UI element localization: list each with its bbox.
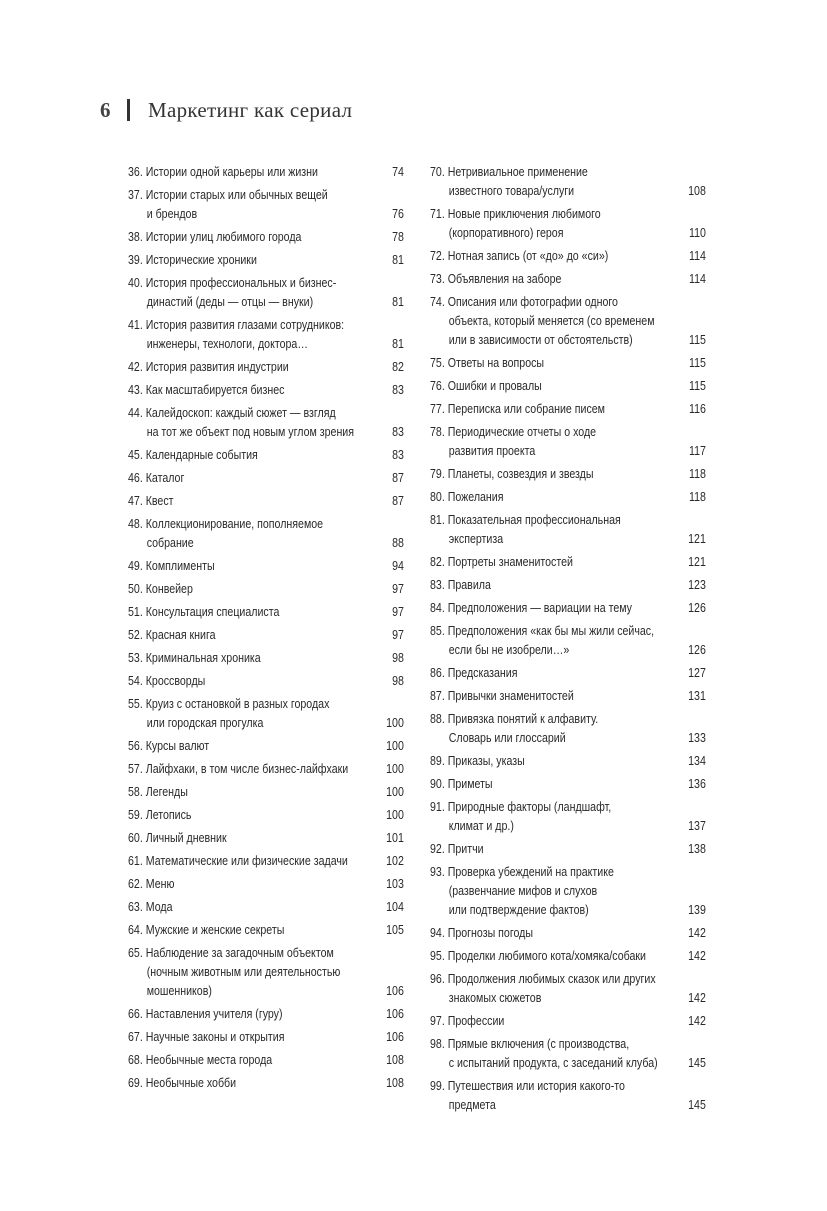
toc-entry-title-continued: или подтверждение фактов) (448, 903, 589, 917)
toc-entry-page: 121 (688, 532, 706, 546)
toc-entry-title: 65. Наблюдение за загадочным объектом (128, 946, 334, 960)
toc-entry-title: 38. Истории улиц любимого города (128, 230, 302, 244)
toc-entry-page: 97 (392, 582, 404, 596)
toc-entry-title: 45. Календарные события (128, 448, 258, 462)
toc-entry-page: 94 (392, 559, 404, 573)
toc-entry (430, 511, 706, 549)
toc-entry-title: 81. Показательная профессиональная (430, 513, 621, 527)
toc-entry-title: 53. Криминальная хроника (128, 651, 261, 665)
toc-entry (430, 247, 706, 266)
toc-entry-title-continued: на тот же объект под новым углом зрения (146, 425, 355, 439)
toc-entry-title: 73. Объявления на заборе (430, 272, 562, 286)
toc-entry-title: 70. Нетривиальное применение (430, 165, 588, 179)
toc-entry-title: 48. Коллекционирование, пополняемое (128, 517, 324, 531)
toc-entry-page: 83 (392, 448, 404, 462)
toc-entry-title: 82. Портреты знаменитостей (430, 555, 573, 569)
toc-entry-title: 39. Исторические хроники (128, 253, 257, 267)
toc-entry-page: 100 (386, 739, 404, 753)
toc-entry-page: 88 (392, 536, 404, 550)
toc-entry (128, 274, 404, 312)
toc-entry-title: 97. Профессии (430, 1014, 505, 1028)
toc-entry-title-continued: развития проекта (448, 444, 536, 458)
toc-entry-title: 71. Новые приключения любимого (430, 207, 601, 221)
toc-entry-title: 56. Курсы валют (128, 739, 210, 753)
toc-entry (430, 1035, 706, 1073)
toc-entry-page: 105 (386, 923, 404, 937)
toc-entry-title: 43. Как масштабируется бизнес (128, 383, 285, 397)
toc-column-right (430, 163, 706, 1119)
toc-entry (128, 186, 404, 224)
toc-entry (128, 316, 404, 354)
toc-entry (128, 515, 404, 553)
toc-entry-title-continued: знакомых сюжетов (448, 991, 542, 1005)
header-divider (127, 99, 130, 121)
toc-entry-title: 77. Переписка или собрание писем (430, 402, 605, 416)
toc-entry-page: 101 (386, 831, 404, 845)
toc-entry-title: 98. Прямые включения (с производства, (430, 1037, 630, 1051)
toc-entry-page: 83 (392, 425, 404, 439)
toc-entry (430, 205, 706, 243)
toc-entry (128, 557, 404, 576)
toc-entry-title: 93. Проверка убеждений на практике (430, 865, 614, 879)
toc-entry-title: 54. Кроссворды (128, 674, 206, 688)
toc-entry-page: 142 (688, 926, 706, 940)
page-header (100, 96, 352, 124)
toc-entry (430, 465, 706, 484)
toc-entry-title-continued: династий (деды — отцы — внуки) (146, 295, 314, 309)
toc-entry-title: 52. Красная книга (128, 628, 216, 642)
toc-entry-page: 102 (386, 854, 404, 868)
toc-entry-title: 68. Необычные места города (128, 1053, 273, 1067)
toc-entry (128, 469, 404, 488)
toc-entry-page: 81 (392, 295, 404, 309)
toc-entry-title-continued: объекта, который меняется (со временем (448, 314, 655, 328)
toc-entry-page: 100 (386, 762, 404, 776)
toc-entry-title-continued: известного товара/услуги (448, 184, 575, 198)
toc-entry (128, 852, 404, 871)
toc-entry-page: 83 (392, 383, 404, 397)
toc-entry-title: 90. Приметы (430, 777, 493, 791)
toc-entry (128, 492, 404, 511)
toc-entry (128, 944, 404, 1001)
toc-entry-title: 94. Прогнозы погоды (430, 926, 533, 940)
toc-entry-title: 69. Необычные хобби (128, 1076, 237, 1090)
toc-entry-page: 97 (392, 628, 404, 642)
toc-entry-page: 117 (689, 444, 706, 458)
toc-entry-page: 142 (688, 991, 706, 1005)
toc-entry (430, 947, 706, 966)
toc-entry-title: 42. История развития индустрии (128, 360, 289, 374)
toc-entry-title: 47. Квест (128, 494, 174, 508)
toc-entry-title-continued: (корпоративного) героя (448, 226, 564, 240)
toc-entry (430, 798, 706, 836)
toc-entry-page: 97 (392, 605, 404, 619)
toc-entry (430, 553, 706, 572)
toc-entry-page: 142 (688, 949, 706, 963)
toc-entry-title-continued: если бы не изобрели…» (448, 643, 570, 657)
toc-entry-title: 40. История профессиональных и бизнес- (128, 276, 337, 290)
toc-entry (430, 400, 706, 419)
toc-entry (128, 446, 404, 465)
toc-entry-title: 95. Проделки любимого кота/хомяка/собаки (430, 949, 646, 963)
toc-entry-title: 36. Истории одной карьеры или жизни (128, 165, 318, 179)
toc-entry-title-continued: (ночным животным или деятельностью (146, 965, 341, 979)
toc-entry (430, 488, 706, 507)
toc-entry (128, 404, 404, 442)
toc-entry-page: 108 (386, 1053, 404, 1067)
toc-entry-page: 76 (392, 207, 404, 221)
toc-entry (128, 875, 404, 894)
toc-entry-title: 41. История развития глазами сотрудников: (128, 318, 345, 332)
toc-entry (128, 163, 404, 182)
toc-entry (128, 1005, 404, 1024)
toc-entry-title-continued: предмета (448, 1098, 496, 1112)
toc-entry-title: 50. Конвейер (128, 582, 193, 596)
toc-entry (430, 775, 706, 794)
toc-entry-title: 79. Планеты, созвездия и звезды (430, 467, 594, 481)
toc-entry (128, 829, 404, 848)
toc-entry-page: 126 (688, 601, 706, 615)
toc-entry (128, 228, 404, 247)
toc-entry-page: 81 (392, 253, 404, 267)
toc-entry (128, 783, 404, 802)
toc-entry-title: 80. Пожелания (430, 490, 504, 504)
toc-entry (128, 1051, 404, 1070)
toc-entry-title: 85. Предположения «как бы мы жили сейчас, (430, 624, 655, 638)
toc-entry-page: 100 (386, 808, 404, 822)
toc-entry-title-continued: мошенников) (146, 984, 212, 998)
toc-entry-title: 89. Приказы, указы (430, 754, 525, 768)
toc-entry (430, 1077, 706, 1115)
toc-entry (430, 354, 706, 373)
toc-entry-page: 145 (688, 1056, 706, 1070)
toc-entry (430, 576, 706, 595)
toc-entry-page: 115 (689, 356, 706, 370)
toc-entry-title: 51. Консультация специалиста (128, 605, 280, 619)
toc-entry-page: 98 (392, 651, 404, 665)
toc-entry-title-continued: и брендов (146, 207, 198, 221)
toc-entry-title: 76. Ошибки и провалы (430, 379, 542, 393)
toc-entry (430, 664, 706, 683)
toc-entry (430, 622, 706, 660)
toc-entry-page: 104 (386, 900, 404, 914)
toc-entry-title: 86. Предсказания (430, 666, 518, 680)
toc-entry-title: 87. Привычки знаменитостей (430, 689, 574, 703)
toc-entry-title-continued: инженеры, технологи, доктора… (146, 337, 308, 351)
toc-entry-title: 78. Периодические отчеты о ходе (430, 425, 597, 439)
toc-entry-title: 61. Математические или физические задачи (128, 854, 348, 868)
toc-entry-title-continued: климат и др.) (448, 819, 514, 833)
toc-entry (430, 1012, 706, 1031)
toc-entry-page: 142 (688, 1014, 706, 1028)
toc-entry-page: 123 (688, 578, 706, 592)
toc-entry (128, 672, 404, 691)
toc-entry-page: 74 (392, 165, 404, 179)
toc-entry-title: 37. Истории старых или обычных вещей (128, 188, 328, 202)
toc-entry-title-continued: Словарь или глоссарий (448, 731, 566, 745)
toc-entry-title-continued: (развенчание мифов и слухов (448, 884, 598, 898)
toc-entry (128, 737, 404, 756)
toc-entry-title: 92. Притчи (430, 842, 484, 856)
toc-entry-title: 75. Ответы на вопросы (430, 356, 545, 370)
toc-entry (430, 163, 706, 201)
toc-entry-title: 62. Меню (128, 877, 175, 891)
toc-entry-title: 63. Мода (128, 900, 173, 914)
toc-entry-page: 78 (392, 230, 404, 244)
toc-entry (128, 358, 404, 377)
toc-entry-title: 96. Продолжения любимых сказок или других (430, 972, 656, 986)
toc-entry (430, 423, 706, 461)
toc-entry-title: 88. Привязка понятий к алфавиту. (430, 712, 599, 726)
toc-entry-title: 49. Комплименты (128, 559, 215, 573)
toc-entry-page: 106 (386, 984, 404, 998)
toc-entry-title: 58. Легенды (128, 785, 188, 799)
toc-entry (128, 649, 404, 668)
toc-entry-title-continued: или городская прогулка (146, 716, 264, 730)
toc-entry-title: 67. Научные законы и открытия (128, 1030, 285, 1044)
toc-entry-page: 118 (689, 490, 706, 504)
toc-entry-title: 46. Каталог (128, 471, 185, 485)
toc-entry-page: 131 (688, 689, 706, 703)
toc-entry-title-continued: или в зависимости от обстоятельств) (448, 333, 633, 347)
toc-entry (430, 840, 706, 859)
toc-entry-title: 74. Описания или фотографии одного (430, 295, 618, 309)
toc-entry (128, 626, 404, 645)
toc-entry (430, 377, 706, 396)
toc-entry-page: 134 (688, 754, 706, 768)
toc-entry-page: 138 (688, 842, 706, 856)
toc-entry-title: 66. Наставления учителя (гуру) (128, 1007, 283, 1021)
toc-entry-page: 133 (688, 731, 706, 745)
toc-entry (128, 921, 404, 940)
toc-entry-page: 100 (386, 785, 404, 799)
toc-entry-title: 64. Мужские и женские секреты (128, 923, 285, 937)
toc-entry-page: 137 (688, 819, 706, 833)
toc-entry (128, 760, 404, 779)
toc-entry-page: 118 (689, 467, 706, 481)
toc-entry-page: 136 (688, 777, 706, 791)
toc-entry-title: 59. Летопись (128, 808, 192, 822)
toc-entry-page: 127 (688, 666, 706, 680)
toc-entry (128, 381, 404, 400)
toc-entry-page: 115 (689, 333, 706, 347)
toc-entry (430, 970, 706, 1008)
toc-entry-title: 57. Лайфхаки, в том числе бизнес-лайфхаки (128, 762, 349, 776)
toc-entry (430, 687, 706, 706)
toc-entry (430, 863, 706, 920)
toc-entry-title: 99. Путешествия или история какого-то (430, 1079, 625, 1093)
toc-entry (128, 1074, 404, 1093)
toc-entry (430, 293, 706, 350)
toc-column-left (128, 163, 404, 1097)
toc-entry-page: 87 (392, 471, 404, 485)
toc-entry-title: 91. Природные факторы (ландшафт, (430, 800, 612, 814)
toc-entry-page: 114 (689, 272, 706, 286)
toc-entry-title: 83. Правила (430, 578, 491, 592)
toc-entry (128, 806, 404, 825)
toc-entry-page: 116 (689, 402, 706, 416)
toc-entry (128, 695, 404, 733)
toc-entry-page: 106 (386, 1030, 404, 1044)
toc-entry (128, 603, 404, 622)
toc-entry-title: 60. Личный дневник (128, 831, 227, 845)
toc-entry (430, 752, 706, 771)
toc-entry-page: 145 (688, 1098, 706, 1112)
toc-entry-title: 55. Круиз с остановкой в разных городах (128, 697, 330, 711)
page-number: 6 (100, 97, 111, 122)
running-title: Маркетинг как сериал (148, 97, 353, 122)
toc-entry (430, 924, 706, 943)
toc-entry-title-continued: собрание (146, 536, 194, 550)
toc-entry-title-continued: экспертиза (448, 532, 504, 546)
toc-entry-page: 100 (386, 716, 404, 730)
toc-entry-title-continued: с испытаний продукта, с заседаний клуба) (448, 1056, 658, 1070)
toc-entry-page: 121 (688, 555, 706, 569)
toc-entry (128, 580, 404, 599)
toc-entry-page: 98 (392, 674, 404, 688)
toc-entry-title: 84. Предположения — вариации на тему (430, 601, 633, 615)
toc-entry-page: 110 (689, 226, 706, 240)
toc-entry-title: 72. Нотная запись (от «до» до «си») (430, 249, 609, 263)
toc-entry-page: 108 (688, 184, 706, 198)
toc-entry-page: 114 (689, 249, 706, 263)
toc-entry (430, 710, 706, 748)
toc-entry-title: 44. Калейдоскоп: каждый сюжет — взгляд (128, 406, 336, 420)
toc-entry-page: 103 (386, 877, 404, 891)
toc-entry (128, 1028, 404, 1047)
toc-entry-page: 126 (688, 643, 706, 657)
toc-entry-page: 115 (689, 379, 706, 393)
toc-entry-page: 87 (392, 494, 404, 508)
toc-entry-page: 139 (688, 903, 706, 917)
toc-entry (430, 599, 706, 618)
toc-entry-page: 81 (392, 337, 404, 351)
toc-entry-page: 108 (386, 1076, 404, 1090)
toc-entry-page: 106 (386, 1007, 404, 1021)
toc-entry (430, 270, 706, 289)
toc-entry (128, 898, 404, 917)
toc-entry (128, 251, 404, 270)
toc-entry-page: 82 (392, 360, 404, 374)
